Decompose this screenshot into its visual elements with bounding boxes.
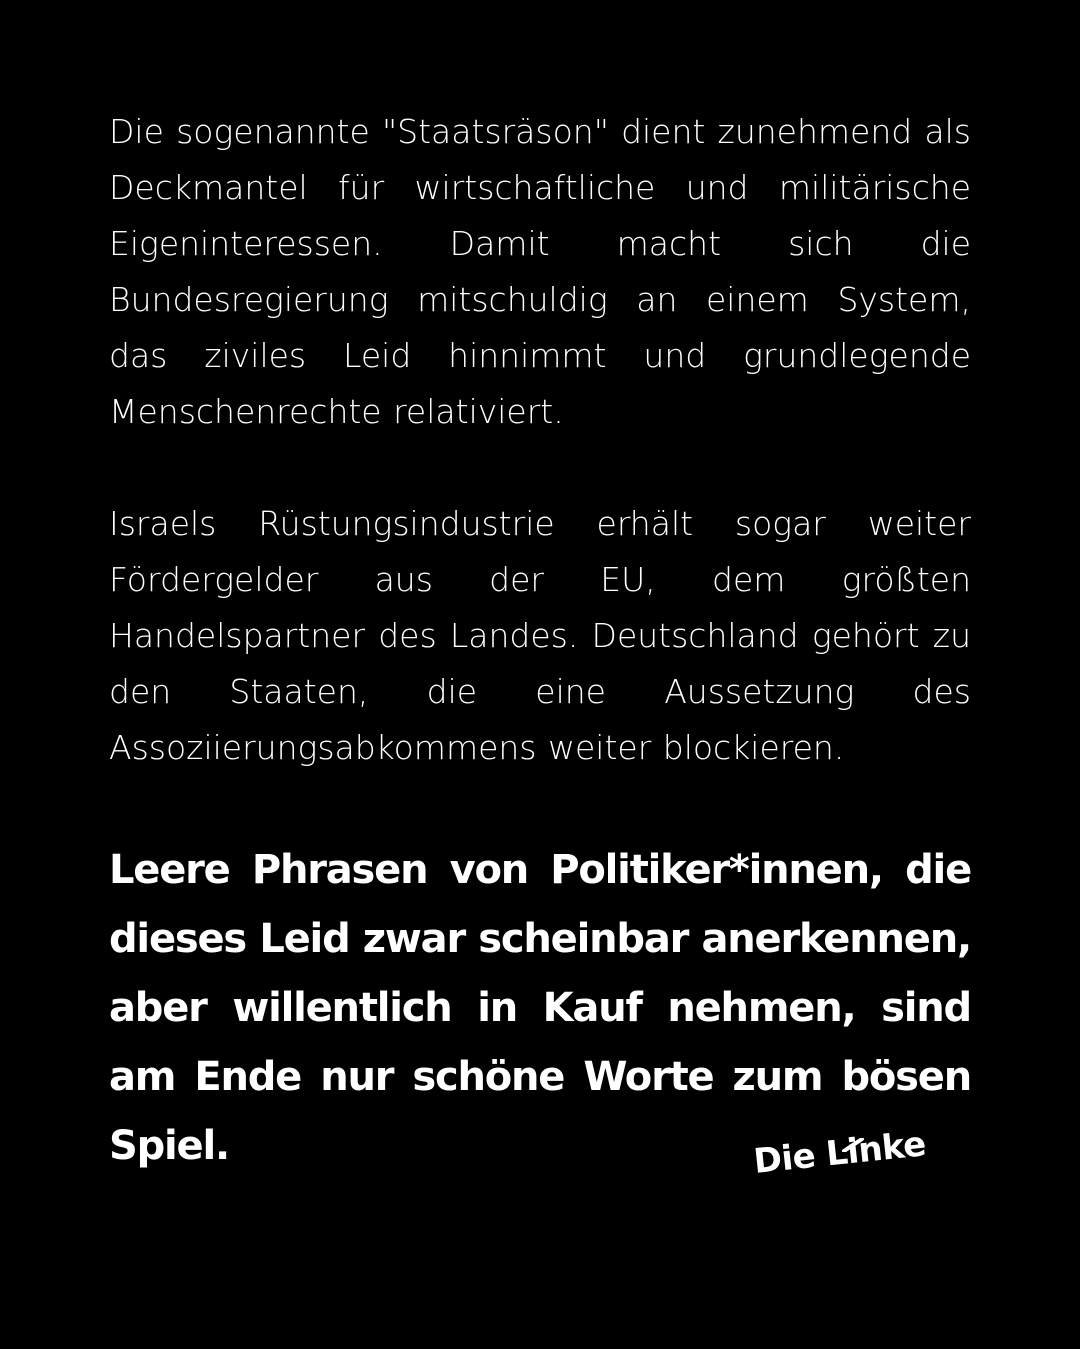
- paragraph-ruestungsindustrie: Israels Rüstungsindustrie erhält sogar weiter Fördergelder aus der EU, dem größten Handelspartner des Landes. Deutschland gehört zu den Staaten, die eine Aussetzung des Assoziierungsabkommens weiter blockieren.: [109, 504, 971, 767]
- logo-accent-icon: [842, 1138, 864, 1152]
- die-linke-logo: [751, 1124, 946, 1210]
- post-content: [109, 104, 971, 1181]
- paragraph-staatsraeson: Die sogenannte "Staatsräson" dient zunehmend als Deckmantel für wirtschaftliche und militärische Eigeninteressen. Damit macht sich die Bundesregierung mitschuldig an einem System, das ziviles Leid hinnimmt und grundlegende Menschenrechte relativiert.: [109, 112, 971, 431]
- bold-statement: Leere Phrasen von Politiker*innen, die dieses Leid zwar scheinbar anerkennen, aber willentlich in Kauf nehmen, sind am Ende nur schöne Worte zum bösen Spiel.: [109, 847, 971, 1169]
- logo-wordmark: Die Linke: [751, 1124, 928, 1182]
